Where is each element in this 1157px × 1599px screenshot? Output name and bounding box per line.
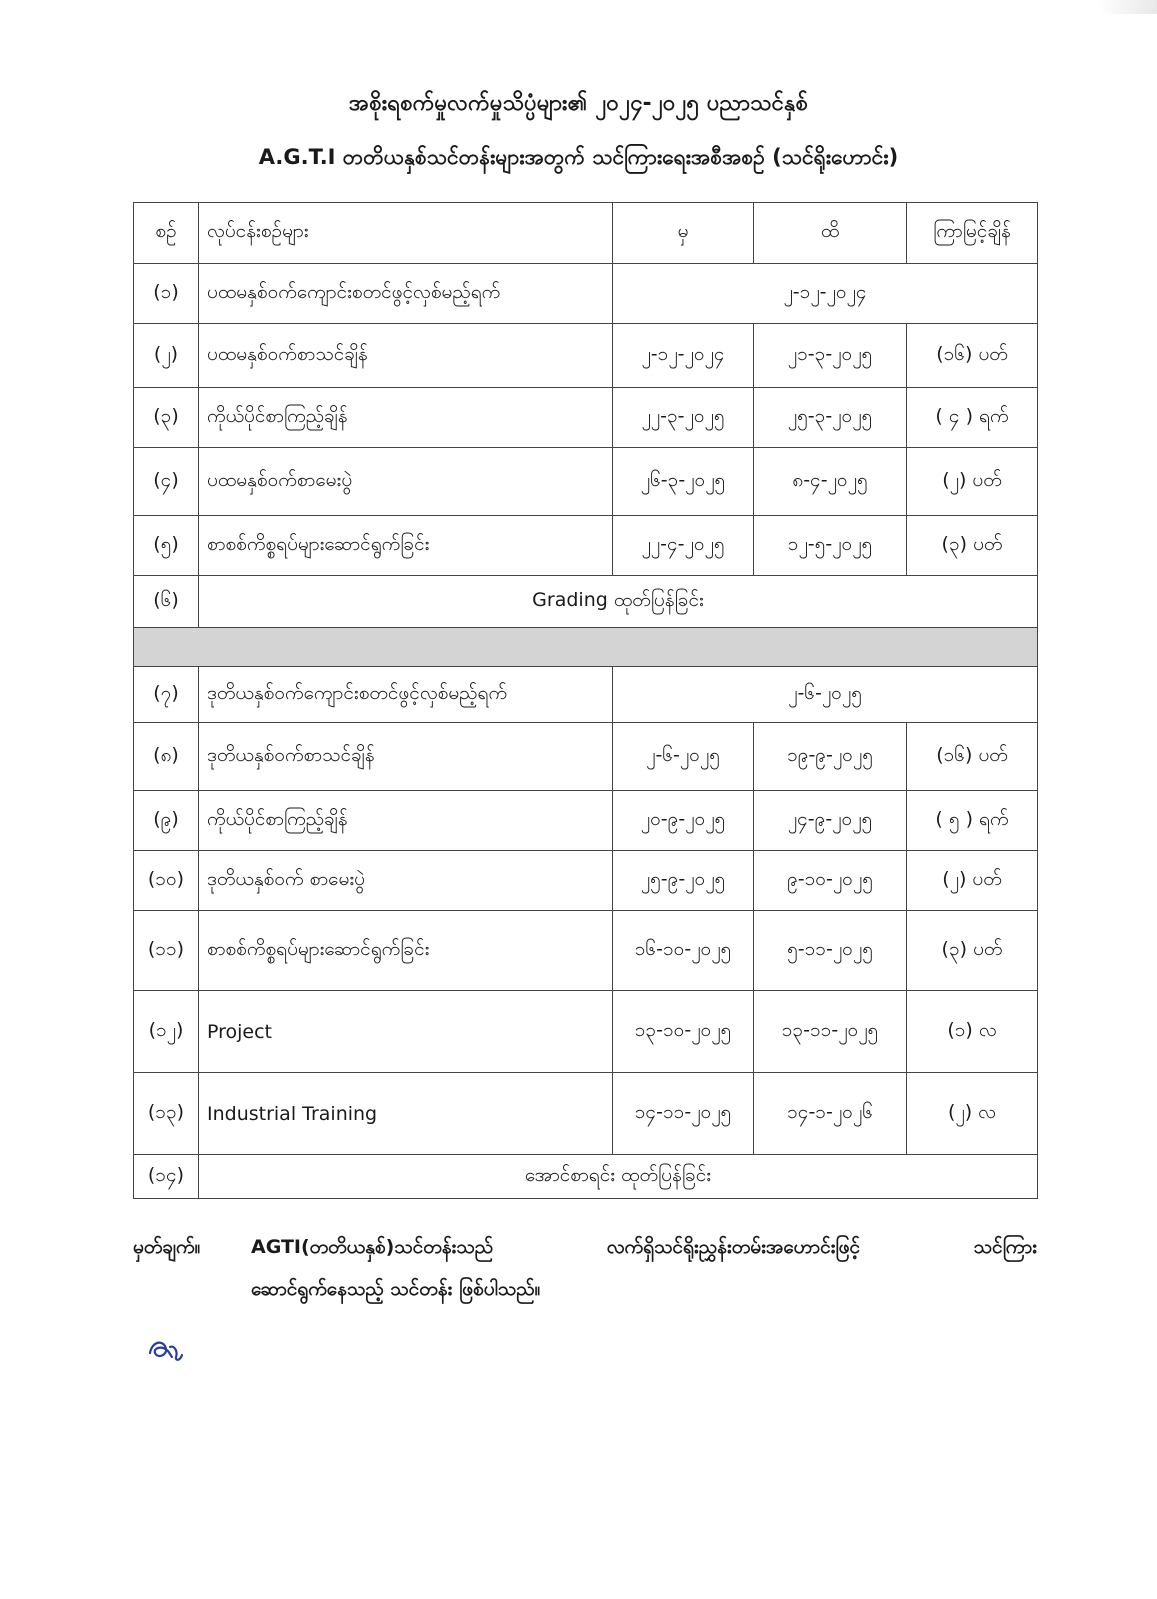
title-line-1: အစိုးရစက်မှုလက်မှုသိပ္ပံများ၏ ၂၀၂၄-၂၀၂၅ ပညာသင်နှစ်: [348, 91, 809, 116]
table-header-row: [134, 203, 1038, 264]
row-activity: ဒုတိယနှစ်ဝက်စာသင်ချိန်: [199, 723, 613, 791]
col-header-activity: လုပ်ငန်းစဉ်များ: [199, 203, 613, 264]
row-to-date: ၁၂-၅-၂၀၂၅: [754, 516, 907, 576]
row-number: (၃): [134, 388, 199, 448]
row-activity: ကိုယ်ပိုင်စာကြည့်ချိန်: [199, 791, 613, 851]
note-label: မှတ်ချက်။: [133, 1236, 201, 1258]
row-activity: Project: [199, 991, 613, 1073]
row-duration: (၁၆) ပတ်: [907, 324, 1038, 388]
row-from-date: ၂၀-၉-၂၀၂၅: [613, 791, 754, 851]
row-duration: (၁) လ: [907, 991, 1038, 1073]
row-number: (၁၄): [134, 1155, 199, 1199]
row-number: (၁၀): [134, 851, 199, 911]
table-row: [134, 388, 1038, 448]
table-row: [134, 516, 1038, 576]
row-duration: ( ၅ ) ရက်: [907, 791, 1038, 851]
row-from-date: ၂၂-၃-၂၀၂၅: [613, 388, 754, 448]
table-row: [134, 264, 1038, 324]
row-to-date: ၁၄-၁-၂၀၂၆: [754, 1073, 907, 1155]
row-activity: ကိုယ်ပိုင်စာကြည့်ချိန်: [199, 388, 613, 448]
row-number: (၁၃): [134, 1073, 199, 1155]
row-number: (၁၂): [134, 991, 199, 1073]
table-row: [134, 448, 1038, 516]
row-to-date: ၂၁-၃-၂၀၂၅: [754, 324, 907, 388]
row-from-date: ၁၃-၁၀-၂၀၂၅: [613, 991, 754, 1073]
row-to-date: ၁၉-၉-၂၀၂၅: [754, 723, 907, 791]
row-activity: ပထမနှစ်ဝက်စာမေးပွဲ: [199, 448, 613, 516]
table-row: [134, 1155, 1038, 1199]
table-row: [134, 791, 1038, 851]
table-row: [134, 723, 1038, 791]
row-to-date: ၁၃-၁၁-၂၀၂၅: [754, 991, 907, 1073]
row-from-date: ၂၅-၉-၂၀၂၅: [613, 851, 754, 911]
row-date: ၂-၁၂-၂၀၂၄: [613, 264, 1038, 324]
row-activity: ပထမနှစ်ဝက်စာသင်ချိန်: [199, 324, 613, 388]
separator-cell: [134, 628, 1038, 667]
row-number: (၁): [134, 264, 199, 324]
col-header-to: ထိ: [754, 203, 907, 264]
row-number: (၈): [134, 723, 199, 791]
row-duration: ( ၄ ) ရက်: [907, 388, 1038, 448]
row-from-date: ၂၆-၃-၂၀၂၅: [613, 448, 754, 516]
row-from-date: ၂-၁၂-၂၀၂၄: [613, 324, 754, 388]
row-duration: (၁၆) ပတ်: [907, 723, 1038, 791]
table-row: [134, 576, 1038, 628]
row-number: (၂): [134, 324, 199, 388]
semester-separator: [134, 628, 1038, 667]
table-row: [134, 991, 1038, 1073]
row-to-date: ၉-၁၀-၂၀၂၅: [754, 851, 907, 911]
row-number: (၁၁): [134, 911, 199, 991]
note-text-line-2: ဆောင်ရွက်နေသည့် သင်တန်း ဖြစ်ပါသည်။: [251, 1278, 541, 1300]
signature-mark: [146, 1335, 186, 1367]
row-activity: အောင်စာရင်း ထုတ်ပြန်ခြင်း: [199, 1155, 1038, 1199]
row-from-date: ၂-၆-၂၀၂၅: [613, 723, 754, 791]
row-number: (၄): [134, 448, 199, 516]
row-to-date: ၂၄-၉-၂၀၂၅: [754, 791, 907, 851]
row-activity: စာစစ်ကိစ္စရပ်များဆောင်ရွက်ခြင်း: [199, 911, 613, 991]
row-from-date: ၁၆-၁၀-၂၀၂၅: [613, 911, 754, 991]
row-to-date: ၈-၄-၂၀၂၅: [754, 448, 907, 516]
note-block: [133, 1226, 1037, 1310]
row-activity: ဒုတိယနှစ်ဝက်ကျောင်းစတင်ဖွင့်လှစ်မည့်ရက်: [199, 667, 613, 723]
row-number: (၅): [134, 516, 199, 576]
table-row: [134, 851, 1038, 911]
row-from-date: ၂၂-၄-၂၀၂၅: [613, 516, 754, 576]
row-number: (၆): [134, 576, 199, 628]
row-number: (၉): [134, 791, 199, 851]
page-edge-shadow: [1097, 0, 1157, 14]
col-header-no: စဉ်: [134, 203, 199, 264]
row-duration: (၂) ပတ်: [907, 448, 1038, 516]
row-activity: Industrial Training: [199, 1073, 613, 1155]
table-row: [134, 1073, 1038, 1155]
schedule-table: [133, 202, 1038, 1199]
table-row: [134, 324, 1038, 388]
row-to-date: ၂၅-၃-၂၀၂၅: [754, 388, 907, 448]
col-header-from: မှ: [613, 203, 754, 264]
row-activity: ပထမနှစ်ဝက်ကျောင်းစတင်ဖွင့်လှစ်မည့်ရက်: [199, 264, 613, 324]
row-from-date: ၁၄-၁၁-၂၀၂၅: [613, 1073, 754, 1155]
row-duration: (၂) ပတ်: [907, 851, 1038, 911]
title-line-2: A.G.T.I တတိယနှစ်သင်တန်းများအတွက် သင်ကြားရေးအစီအစဉ် (သင်ရိုးဟောင်း): [258, 145, 899, 169]
row-duration: (၂) လ: [907, 1073, 1038, 1155]
table-row: [134, 667, 1038, 723]
row-number: (၇): [134, 667, 199, 723]
row-to-date: ၅-၁၁-၂၀၂၅: [754, 911, 907, 991]
note-text-line-1: AGTI(တတိယနှစ်)သင်တန်းသည် လက်ရှိသင်ရိုးညွှန်းတမ်းအဟောင်းဖြင့် သင်ကြား: [251, 1236, 1037, 1258]
col-header-duration: ကြာမြင့်ချိန်: [907, 203, 1038, 264]
table-row: [134, 911, 1038, 991]
row-duration: (၃) ပတ်: [907, 911, 1038, 991]
row-activity: စာစစ်ကိစ္စရပ်များဆောင်ရွက်ခြင်း: [199, 516, 613, 576]
row-date: ၂-၆-၂၀၂၅: [613, 667, 1038, 723]
row-activity: Grading ထုတ်ပြန်ခြင်း: [199, 576, 1038, 628]
row-activity: ဒုတိယနှစ်ဝက် စာမေးပွဲ: [199, 851, 613, 911]
row-duration: (၃) ပတ်: [907, 516, 1038, 576]
